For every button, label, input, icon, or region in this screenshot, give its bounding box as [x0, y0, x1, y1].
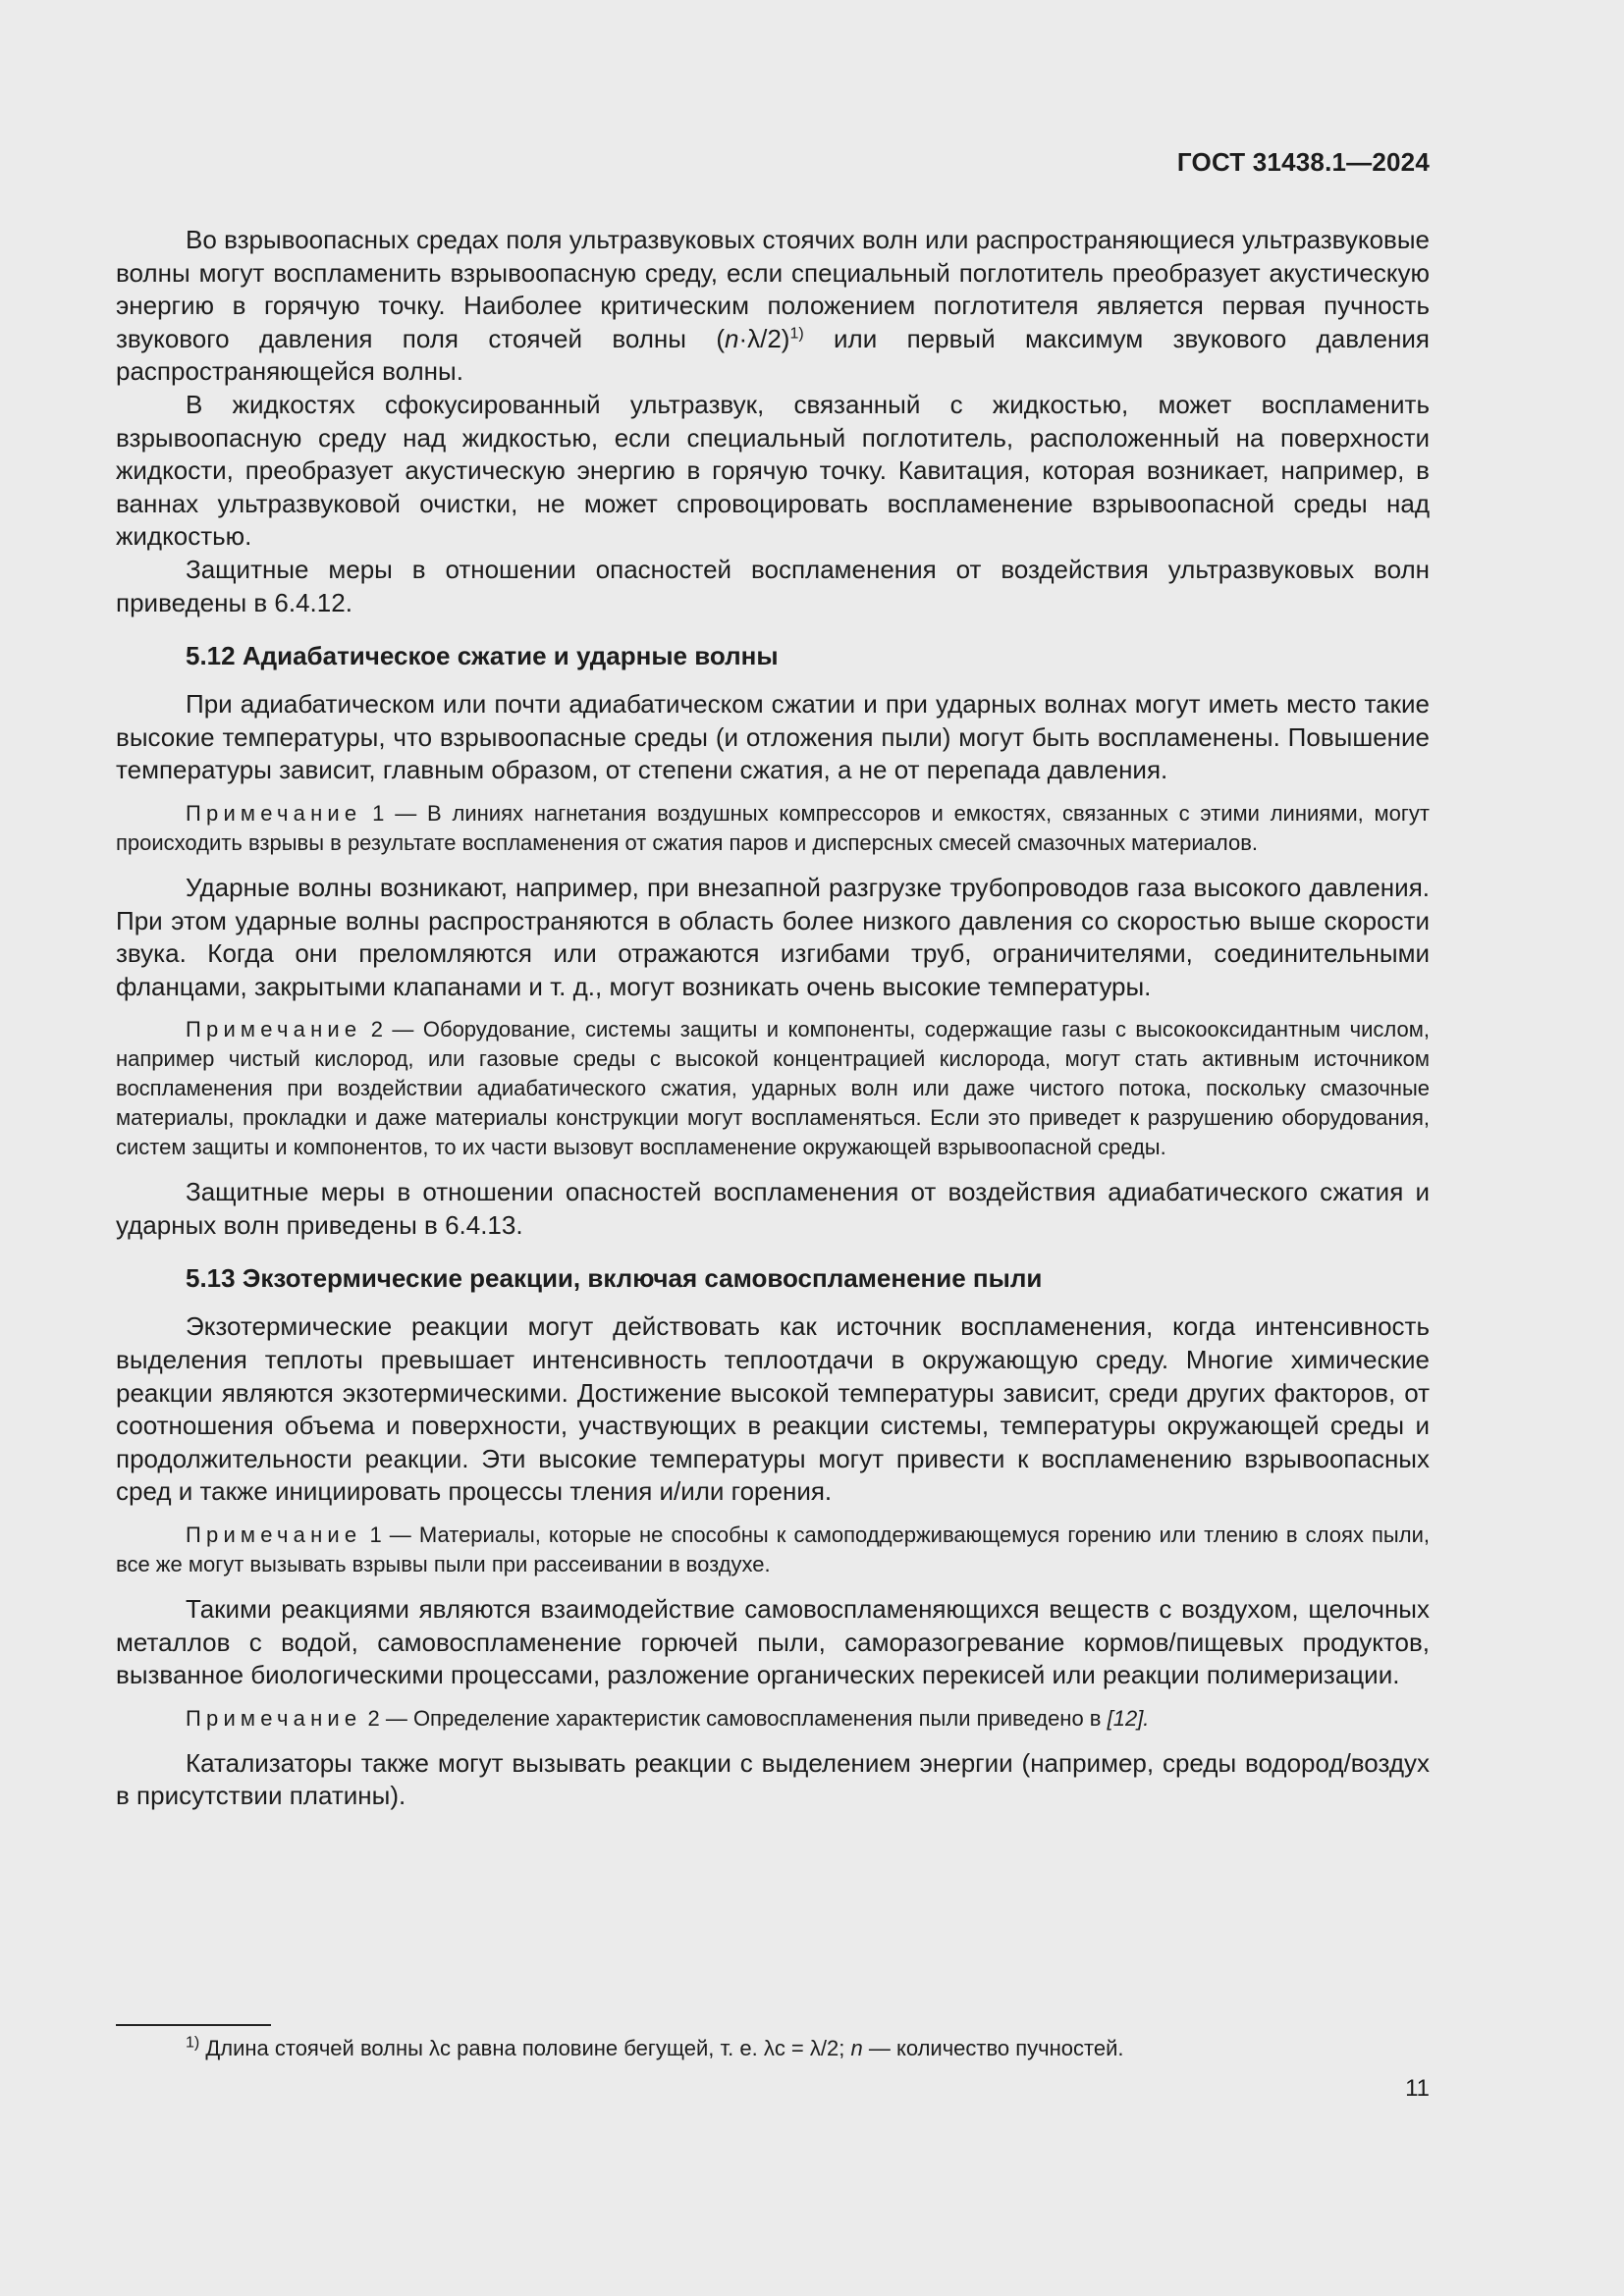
paragraph-protective-measures-ultrasonic: Защитные меры в отношении опасностей воспламенения от воздействия ультразвуковых волн приведены в 6.4.12.	[116, 554, 1430, 617]
section-heading-5-12: 5.12 Адиабатическое сжатие и ударные волны	[186, 641, 779, 671]
paragraph-focused-ultrasound: В жидкостях сфокусированный ультразвук, связанный с жидкостью, может воспламенить взрывоопасную среду над жидкостью, если специальный поглотитель, расположенный на поверхности жидкости, преобразует акустическую энергию в горячую точку. Кавитация, которая возникает, например, в ваннах ультразвуковой очистки, не может спровоцировать воспламенение взрывоопасной среды над жидкостью.	[116, 389, 1430, 552]
paragraph-adiabatic-compression: При адиабатическом или почти адиабатическом сжатии и при ударных волнах могут иметь место такие высокие температуры, что взрывоопасные среды (и отложения пыли) могут быть воспламенены. Повышение температуры зависит, главным образом, от степени сжатия, а не от перепада давления.	[116, 689, 1430, 785]
note-label: Примечание	[186, 1705, 362, 1731]
paragraph-exothermic-reactions: Экзотермические реакции могут действовать как источник воспламенения, когда интенсивность выделения теплоты превышает интенсивность теплоотдачи в окружающую среду. Многие химические реакции являются экзотермическими. Достижение высокой температуры зависит, среди других факторов, от соотношения объема и поверхности, участвующих в реакции системы, температуры окружающей среды и продолжительности реакции. Эти высокие температуры могут привести к воспламенению взрывоопасных сред и также инициировать процессы тления и/или горения.	[116, 1311, 1430, 1507]
note-label: Примечание	[186, 800, 362, 826]
note-2-oxygen: Примечание 2 — Оборудование, системы защиты и компоненты, содержащие газы с высокооксидантным числом, например чистый кислород, или газовые среды с высокой концентрацией кислорода, могут стать активным источником воспламенения при воздействии адиабатического сжатия, ударных волн или даже чистого потока, поскольку смазочные материалы, прокладки и даже материалы конструкции могут воспламеняться. Если это приведет к разрушению оборудования, систем защиты и компонентов, то их части вызовут воспламенение окружающей взрывоопасной среды.	[116, 1017, 1430, 1160]
footnote: $^{1)}$ Длина стоячей волны λс равна половине бегущей, т. е. λс = λ/2; n — количество пучностей.	[186, 2034, 1124, 2060]
paragraph-protective-measures-adiabatic: Защитные меры в отношении опасностей воспламенения от воздействия адиабатического сжатия и ударных волн приведены в 6.4.13.	[116, 1177, 1430, 1240]
note-1-compressors: Примечание 1 — В линиях нагнетания воздушных компрессоров и емкостях, связанных с этими линиями, могут происходить взрывы в результате воспламенения от сжатия паров и дисперсных смесей смазочных материалов.	[116, 800, 1430, 855]
paragraph-catalysts: Катализаторы также могут вызывать реакции с выделением энергии (например, среды водород/воздух в присутствии платины).	[116, 1747, 1430, 1811]
paragraph-ultrasonic-standing-waves: Во взрывоопасных средах поля ультразвуковых стоячих волн или распространяющиеся ультразвуковые волны могут воспламенить взрывоопасную среду, если специальный поглотитель преобразует акустическую энергию в горячую точку. Наиболее критическим положением поглотителя является первая пучность звукового давления поля стоячей волны $(n\cdot\lambda/2)^{1)}$ или первый максимум звукового давления распространяющейся волны.	[116, 225, 1430, 387]
page-body	[116, 224, 1430, 1813]
footnote-divider	[116, 2024, 271, 2026]
note-label: Примечание	[186, 1017, 362, 1042]
bibliography-reference: [12].	[1107, 1705, 1150, 1731]
page-number: 11	[1405, 2075, 1430, 2102]
paragraph-shock-waves: Ударные волны возникают, например, при внезапной разгрузке трубопроводов газа высокого давления. При этом ударные волны распространяются в область более низкого давления со скоростью выше скорости звука. Когда они преломляются или отражаются изгибами труб, ограничителями, соединительными фланцами, закрытыми клапанами и т. д., могут возникать очень высокие температуры.	[116, 872, 1430, 1001]
footnote-marker: 1)	[186, 2034, 200, 2052]
note-2-self-ignition: Примечание 2 — Определение характеристик самовоспламенения пыли приведено в [12].	[186, 1705, 1150, 1731]
note-1-dust-layers: Примечание 1 — Материалы, которые не способны к самоподдерживающемуся горению или тлению в слоях пыли, все же могут вызывать взрывы пыли при рассеивании в воздухе.	[116, 1522, 1430, 1577]
paragraph-reaction-examples: Такими реакциями являются взаимодействие самовоспламеняющихся веществ с воздухом, щелочных металлов с водой, самовоспламенение горючей пыли, саморазогревание кормов/пищевых продуктов, вызванное биологическими процессами, разложение органических перекисей или реакции полимеризации.	[116, 1594, 1430, 1690]
standard-designation: ГОСТ 31438.1—2024	[1176, 147, 1430, 177]
section-heading-5-13: 5.13 Экзотермические реакции, включая самовоспламенение пыли	[186, 1263, 1043, 1294]
footnote-reference: 1)	[789, 325, 804, 343]
note-label: Примечание	[186, 1522, 362, 1548]
